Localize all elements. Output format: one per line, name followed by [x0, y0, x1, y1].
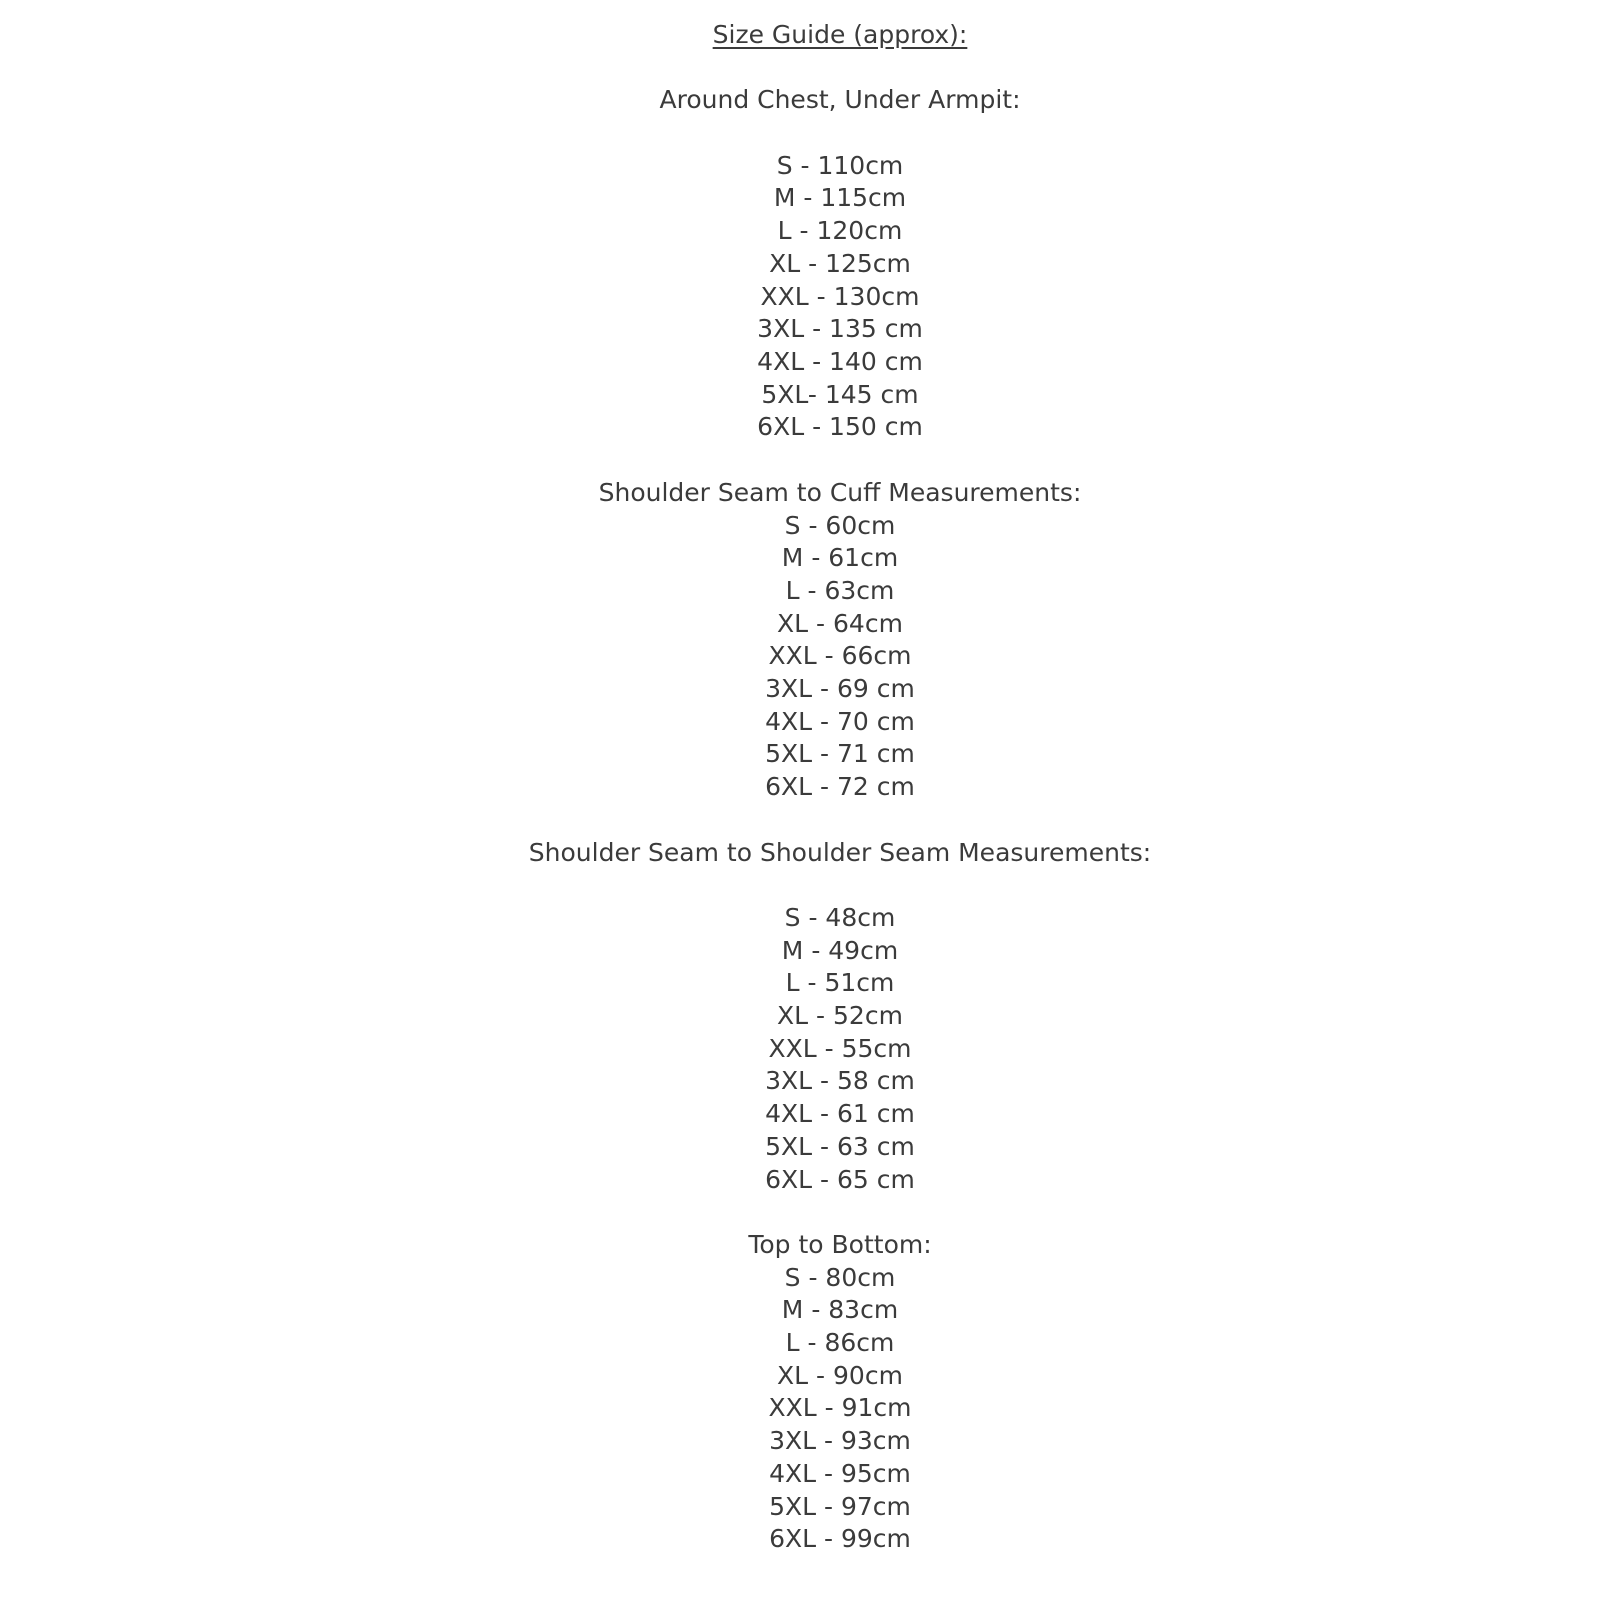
size-row: S - 110cm	[776, 150, 904, 180]
size-row: 3XL - 135 cm	[757, 314, 923, 344]
size-row: L - 51cm	[785, 968, 895, 998]
size-row: S - 80cm	[784, 1262, 896, 1292]
size-row: M - 115cm	[773, 183, 907, 213]
size-row: M - 49cm	[781, 935, 899, 965]
size-row: 3XL - 93cm	[769, 1426, 911, 1456]
size-row: L - 63cm	[785, 575, 895, 605]
section-around-chest	[80, 84, 1600, 444]
size-row: 4XL - 95cm	[769, 1458, 911, 1488]
size-row: 5XL - 71 cm	[765, 739, 915, 769]
size-row: L - 120cm	[777, 216, 903, 246]
size-row: XL - 64cm	[777, 608, 903, 638]
size-row: XL - 90cm	[777, 1360, 903, 1390]
size-row: 4XL - 70 cm	[765, 706, 915, 736]
size-row: 5XL- 145 cm	[761, 379, 919, 409]
size-list-shoulder-to-shoulder	[80, 902, 1600, 1196]
size-row: 3XL - 58 cm	[765, 1066, 915, 1096]
page-title: Size Guide (approx):	[712, 20, 968, 49]
section-heading-top-to-bottom: Top to Bottom:	[748, 1229, 932, 1259]
size-row: 4XL - 140 cm	[757, 347, 923, 376]
section-heading-shoulder-to-shoulder: Shoulder Seam to Shoulder Seam Measurements:	[528, 837, 1152, 867]
size-row: 6XL - 150 cm	[757, 412, 923, 442]
size-list-around-chest	[80, 150, 1600, 444]
size-row: XXL - 55cm	[768, 1033, 912, 1063]
section-heading-around-chest: Around Chest, Under Armpit:	[659, 85, 1021, 115]
size-row: XXL - 91cm	[768, 1393, 912, 1423]
section-top-to-bottom	[80, 1229, 1600, 1556]
size-row: XL - 52cm	[777, 1001, 903, 1031]
size-row: 6XL - 72 cm	[765, 772, 915, 802]
size-row: M - 83cm	[781, 1295, 899, 1325]
size-row: L - 86cm	[785, 1328, 895, 1358]
size-row: 5XL - 97cm	[769, 1491, 911, 1521]
size-row: M - 61cm	[781, 543, 899, 573]
size-row: XXL - 66cm	[768, 641, 912, 671]
section-shoulder-to-shoulder	[80, 837, 1600, 1197]
size-row: 3XL - 69 cm	[765, 674, 915, 704]
section-shoulder-to-cuff	[80, 477, 1600, 804]
section-heading-shoulder-to-cuff: Shoulder Seam to Cuff Measurements:	[598, 477, 1082, 507]
size-list-shoulder-to-cuff	[80, 510, 1600, 804]
size-row: XXL - 130cm	[760, 281, 920, 311]
size-row: S - 48cm	[784, 902, 896, 932]
size-row: 5XL - 63 cm	[765, 1131, 915, 1161]
size-row: XL - 125cm	[769, 248, 911, 278]
size-row: 4XL - 61 cm	[765, 1099, 915, 1129]
size-row: S - 60cm	[784, 510, 896, 540]
size-row: 6XL - 65 cm	[765, 1164, 915, 1194]
size-list-top-to-bottom	[80, 1262, 1600, 1556]
size-row: 6XL - 99cm	[769, 1524, 911, 1554]
